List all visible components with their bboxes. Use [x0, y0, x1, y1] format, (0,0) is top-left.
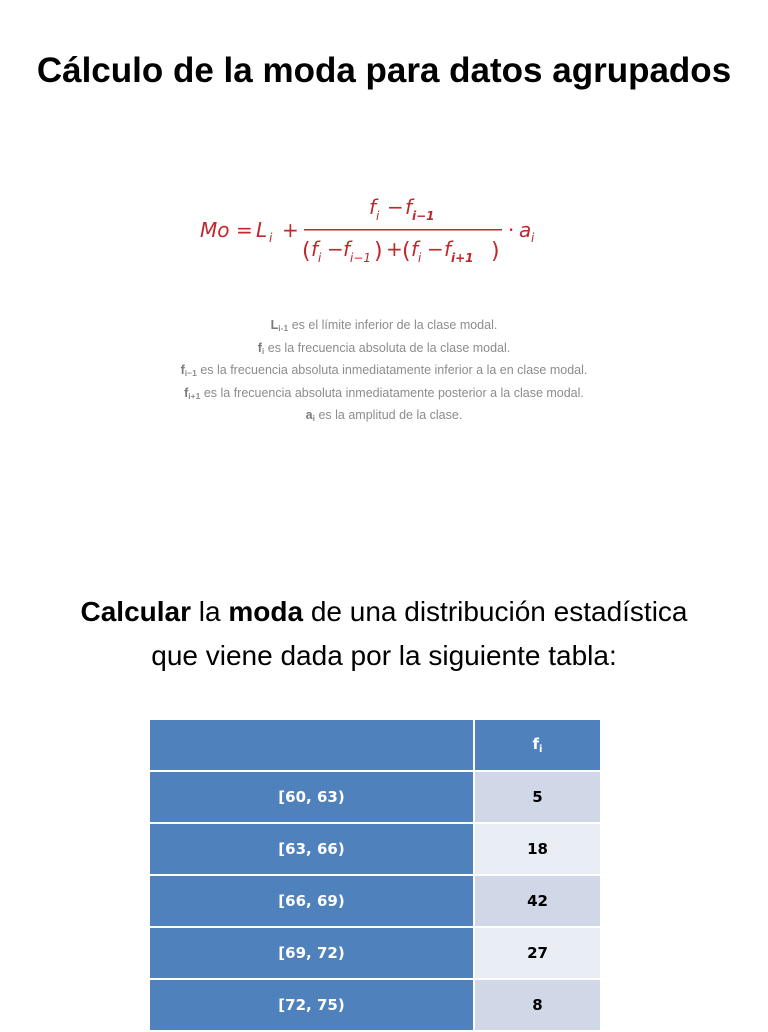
den-minus-1: − [327, 237, 344, 261]
num-f2-sub: i−1 [412, 209, 435, 223]
table-header-row [149, 719, 601, 771]
num-f: f [369, 195, 377, 219]
legend-symbol: L [270, 318, 279, 332]
table-row [149, 771, 601, 823]
den-lparen-1: ( [302, 239, 311, 264]
den-f4: f [444, 237, 452, 261]
prompt-keyword-calcular: Calcular [80, 596, 191, 627]
den-f1-sub: i [318, 251, 322, 265]
den-minus-2: − [427, 237, 444, 261]
prompt-text: de una distribución estadística [303, 596, 688, 627]
prompt-line-1 [0, 590, 768, 634]
page-title: Cálculo de la moda para datos agrupados [36, 51, 732, 90]
frequency-cell: 5 [474, 771, 601, 823]
header-fi-subscript: i [539, 744, 543, 755]
frequency-cell: 27 [474, 927, 601, 979]
den-plus: + [386, 237, 403, 261]
formula-equals: = [236, 218, 253, 242]
legend-subscript: i [261, 345, 265, 356]
legend-symbol: f [184, 385, 189, 400]
frequency-cell: 18 [474, 823, 601, 875]
den-f2-sub: i−1 [350, 251, 372, 265]
frequency-table [148, 718, 602, 1032]
den-rparen-1: ) [374, 239, 383, 264]
table-row [149, 823, 601, 875]
frequency-cell: 42 [474, 875, 601, 927]
legend-text: es la frecuencia absoluta inmediatamente inferior a la en clase modal. [196, 363, 588, 377]
den-f1: f [311, 237, 319, 261]
den-f4-sub: i+1 [451, 251, 474, 265]
prompt-text: la [191, 596, 229, 627]
legend-line [0, 361, 768, 384]
legend-symbol: a [305, 408, 313, 422]
num-f2: f [405, 195, 413, 219]
interval-cell: [63, 66) [149, 823, 474, 875]
table-row [149, 875, 601, 927]
num-f-sub: i [376, 209, 380, 223]
frequency-cell: 8 [474, 979, 601, 1031]
formula-plus: + [282, 218, 299, 242]
den-f3: f [411, 237, 419, 261]
header-fi [474, 719, 601, 771]
legend-line [0, 316, 768, 339]
prompt-line-2: que viene dada por la siguiente tabla: [151, 640, 617, 671]
header-fi-symbol: f [532, 735, 540, 753]
formula-a-sub: i [531, 231, 535, 245]
den-lparen-2: ( [402, 239, 411, 264]
legend-subscript: i [312, 413, 315, 423]
legend-text: es la frecuencia absoluta de la clase modal. [264, 340, 511, 355]
table-row [149, 979, 601, 1031]
legend-text: es la amplitud de la clase. [315, 408, 463, 422]
exercise-prompt [0, 590, 768, 678]
interval-cell: [66, 69) [149, 875, 474, 927]
mode-formula [198, 194, 543, 270]
legend-symbol: f [180, 363, 185, 377]
legend-subscript: i+1 [188, 390, 201, 401]
legend-text: es el límite inferior de la clase modal. [288, 318, 498, 332]
legend-subscript: i-1 [278, 323, 289, 333]
interval-cell: [72, 75) [149, 979, 474, 1031]
formula-lhs: Mo [200, 218, 230, 242]
legend-line [0, 406, 768, 429]
formula-dot: · [508, 218, 515, 242]
formula-L-sub: i [269, 231, 273, 245]
header-interval [149, 719, 474, 771]
legend-symbol: f [257, 340, 262, 355]
den-rparen-2: ) [491, 239, 500, 264]
legend-text: es la frecuencia absoluta inmediatamente posterior a la clase modal. [200, 385, 584, 400]
formula-L: L [256, 218, 268, 242]
interval-cell: [69, 72) [149, 927, 474, 979]
table-row [149, 927, 601, 979]
legend-line [0, 339, 768, 362]
num-minus: − [387, 195, 404, 219]
den-f2: f [343, 237, 351, 261]
formula-legend [0, 316, 768, 429]
legend-subscript: i−1 [184, 368, 197, 378]
prompt-keyword-moda: moda [228, 596, 304, 627]
interval-cell: [60, 63) [149, 771, 474, 823]
formula-a: a [519, 218, 532, 242]
fraction-bar [304, 229, 502, 231]
den-f3-sub: i [418, 251, 422, 265]
legend-line [0, 384, 768, 407]
